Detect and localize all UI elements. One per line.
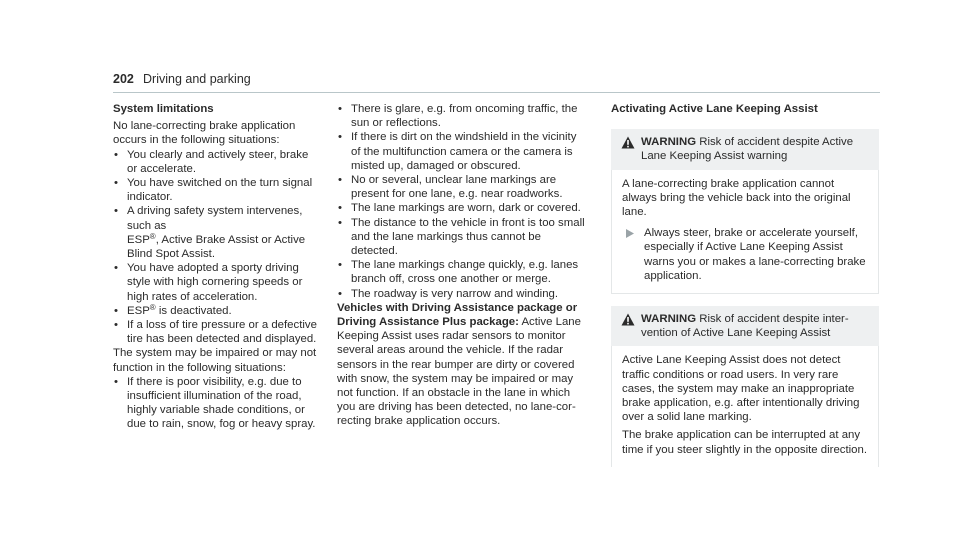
action-step (622, 226, 868, 283)
column-activating (611, 102, 879, 467)
list-item: • If there is dirt on the windshield in the vicinity of the multifunction camera or the camera is misted up, damaged or obscured. (337, 130, 589, 173)
warning-title-text: Risk of accident despite Active Lane Keeping Assist warning (641, 136, 854, 163)
list-impaired-continued (337, 102, 589, 301)
warning-title (641, 135, 873, 163)
heading-activating: Activating Active Lane Keeping Assist (611, 103, 818, 115)
warning-triangle-icon (621, 313, 635, 326)
list-item: • There is glare, e.g. from oncoming traffic, the sun or reflections. (337, 102, 589, 130)
list-item: • The distance to the vehicle in front is too small and the lane markings thus cannot be detected. (337, 216, 589, 259)
list-item: • You have switched on the turn signal indicator. (113, 176, 319, 204)
paragraph-intro: No lane-correcting brake application occurs in the following situations: (113, 120, 296, 147)
section-title: Driving and parking (143, 72, 251, 86)
warning-title (641, 312, 873, 340)
list-item: • No or several, unclear lane markings are present for one lane, e.g. near roadworks. (337, 173, 589, 201)
warning-box-1 (611, 129, 879, 294)
warning-title-text: Risk of accident despite intervention of Active Lane Keeping Assist (641, 313, 849, 340)
package-heading: Vehicles with Driving Assistance package or Driving Assistance Plus package: (337, 301, 578, 329)
list-item (113, 204, 319, 261)
list-item: • If a loss of tire pressure or a defective tire has been detected and displayed. (113, 318, 319, 346)
warning-triangle-icon (621, 136, 635, 149)
warning-word: WARNING (641, 313, 697, 326)
page-header (113, 72, 880, 93)
warning-text: A lane-correcting brake application cannot always bring the vehicle back into the original lane. (622, 177, 851, 219)
list-item: • If there is poor visibility, e.g. due to insufficient illumination of the road, highly variable shade conditions, or due to rain, snow, fog or heavy spray. (113, 375, 319, 432)
warning-body (611, 170, 879, 294)
warning-box-2 (611, 306, 879, 467)
list-item: • The roadway is very narrow and winding. (337, 287, 589, 301)
paragraph-impaired: The system may be impaired or may not function in the following situations: (113, 347, 317, 374)
list-item-text: , Active Brake Assist or Active Blind Spot Assist. (127, 233, 306, 261)
heading-system-limitations: System limitations (113, 103, 214, 115)
arrow-right-icon (626, 229, 634, 238)
list-item (113, 304, 319, 318)
warning-header (611, 306, 879, 346)
warning-body (611, 346, 879, 466)
warning-header (611, 129, 879, 169)
list-item: • The lane markings change quickly, e.g. lanes branch off, cross one another or merge. (337, 258, 589, 286)
warning-word: WARNING (641, 136, 697, 149)
list-item: • The lane markings are worn, dark or covered. (337, 201, 589, 215)
esp-label: ESP (127, 304, 150, 317)
list-impaired (113, 375, 319, 432)
registered-mark: ® (149, 231, 156, 241)
package-text: Active Lane Keeping Assist uses radar sensors to monitor several areas around the vehicle. If the radar sensors in the rear bumper are dirty or covered with snow, the system may be impaired or may not function. If an obstacle in the lane in which you are driving has been detected, no lane-correcting brake application occurs. (337, 316, 581, 428)
registered-mark: ® (149, 302, 156, 312)
column-system-limitations (113, 102, 319, 432)
column-limitations-continued (337, 102, 589, 429)
action-text: Always steer, brake or accelerate yourself, especially if Active Lane Keeping Assist warns you or makes a lane-correcting brake application. (644, 227, 866, 282)
list-item-text: is deactivated. (155, 304, 232, 317)
esp-label: ESP (127, 233, 150, 246)
warning-text: Active Lane Keeping Assist does not detect traffic conditions or road users. In very rare cases, the system may make an inappropriate brake application, e.g. after intentionally driving over a solid lane marking. (622, 354, 860, 424)
page-number: 202 (113, 72, 134, 86)
list-item: • You have adopted a sporty driving style with high cornering speeds or high rates of acceleration. (113, 261, 319, 304)
list-item-text: A driving safety system intervenes, such as (127, 205, 303, 232)
list-item: • You clearly and actively steer, brake or accelerate. (113, 148, 319, 176)
warning-text: The brake application can be interrupted at any time if you steer slightly in the opposite direction. (622, 429, 868, 456)
paragraph-package (337, 301, 589, 429)
list-no-brake (113, 148, 319, 347)
